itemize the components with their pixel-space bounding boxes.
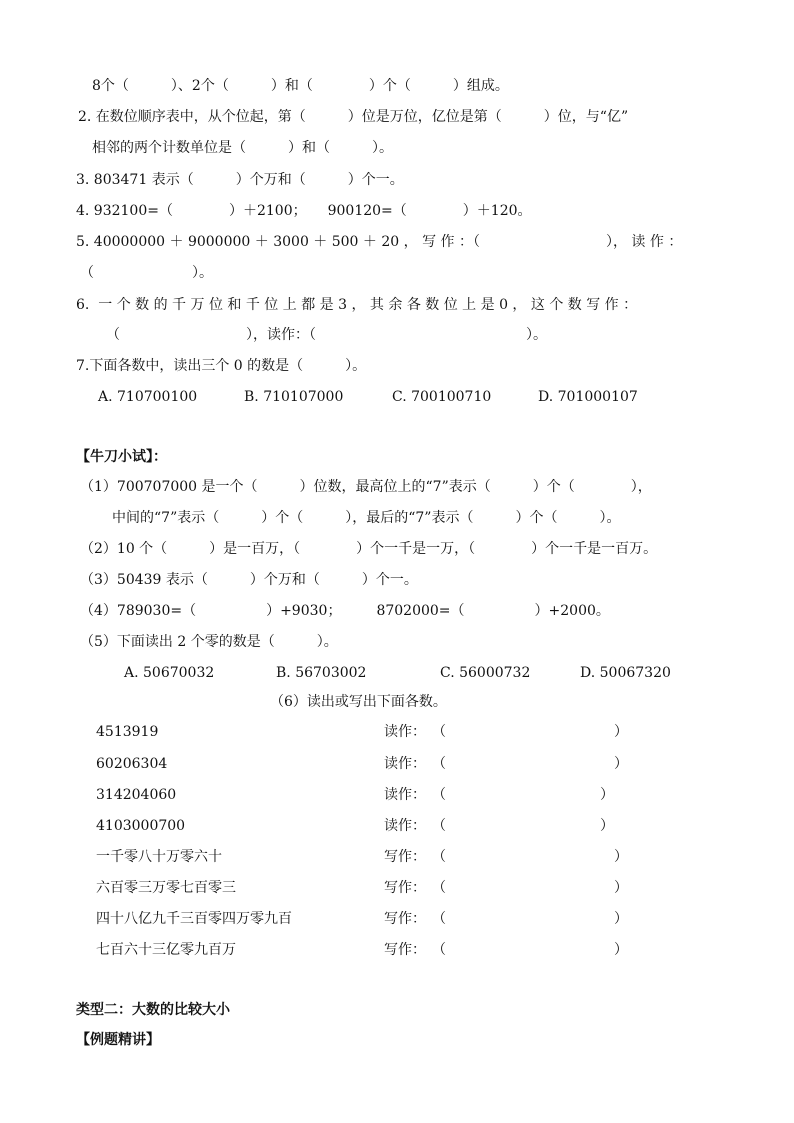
write-label: 写作：	[384, 942, 426, 958]
option-a: A. 710700100	[98, 389, 198, 405]
read-label: 读作：	[384, 756, 426, 772]
question-6-line-2: （ ），读作：（ ）。	[106, 327, 547, 343]
list-item-words: 六百零三万零七百零三	[96, 880, 236, 896]
list-item-number: 4103000700	[96, 818, 186, 834]
read-label: 读作：	[384, 724, 426, 740]
list-item-words: 四十八亿九千三百零四万零九百	[96, 911, 292, 927]
question-3: 3. 803471 表示（ ）个万和（ ）个一。	[76, 172, 404, 188]
question-7: 7.下面各数中，读出三个 0 的数是（ ）。	[76, 358, 367, 374]
answer-blank: （ ）	[432, 942, 628, 958]
section-heading: 【牛刀小试】：	[76, 449, 167, 465]
practice-q1-line-2: 中间的“7”表示（ ）个（ ），最后的“7”表示（ ）个（ ）。	[112, 510, 621, 526]
option-d: D. 701000107	[538, 389, 638, 405]
answer-blank: （ ）	[432, 880, 628, 896]
answer-blank: （ ）	[432, 724, 628, 740]
list-item-number: 4513919	[96, 724, 159, 740]
option-c: C. 700100710	[392, 389, 492, 405]
line-1: 8个（ ）、2个（ ）和（ ）个（ ）组成。	[92, 78, 509, 94]
answer-blank: （ ）	[432, 818, 614, 834]
example-heading: 【例题精讲】	[76, 1032, 160, 1048]
write-label: 写作：	[384, 880, 426, 896]
read-label: 读作：	[384, 787, 426, 803]
list-item-words: 一千零八十万零六十	[96, 849, 222, 865]
practice-q4: （4）789030=（ ）+9030； 8702000=（ ）+2000。	[80, 603, 610, 619]
q5-option-a: A. 50670032	[124, 665, 215, 681]
question-2-line-1: 2. 在数位顺序表中，从个位起，第（ ）位是万位，亿位是第（ ）位，与“亿”	[78, 109, 629, 125]
write-label: 写作：	[384, 849, 426, 865]
answer-blank: （ ）	[432, 849, 628, 865]
type-heading: 类型二：大数的比较大小	[76, 1002, 230, 1018]
practice-q3: （3）50439 表示（ ）个万和（ ）个一。	[80, 572, 418, 588]
q5-option-c: C. 56000732	[440, 665, 531, 681]
practice-q5: （5）下面读出 2 个零的数是（ ）。	[80, 634, 338, 650]
q5-option-b: B. 56703002	[276, 665, 367, 681]
option-b: B. 710107000	[244, 389, 344, 405]
practice-q6: （6）读出或写出下面各数。	[270, 694, 447, 710]
read-label: 读作：	[384, 818, 426, 834]
question-2-line-2: 相邻的两个计数单位是（ ）和（ ）。	[92, 140, 393, 156]
answer-blank: （ ）	[432, 756, 628, 772]
practice-q1-line-1: （1）700707000 是一个（ ）位数，最高位上的“7”表示（ ）个（ ），	[80, 479, 652, 495]
list-item-number: 60206304	[96, 756, 168, 772]
q5-option-d: D. 50067320	[580, 665, 671, 681]
answer-blank: （ ）	[432, 787, 614, 803]
question-5-line-2: （ ）。	[80, 265, 213, 281]
write-label: 写作：	[384, 911, 426, 927]
practice-q2: （2）10 个（ ）是一百万，（ ）个一千是一万，（ ）个一千是一百万。	[80, 541, 658, 557]
answer-blank: （ ）	[432, 911, 628, 927]
question-4: 4. 932100=（ ）＋2100； 900120=（ ）＋120。	[76, 203, 532, 219]
list-item-words: 七百六十三亿零九百万	[96, 942, 236, 958]
list-item-number: 314204060	[96, 787, 177, 803]
question-5-line-1: 5. 40000000 ＋ 9000000 ＋ 3000 ＋ 500 ＋ 20 ， 写 作 ：（ ）， 读 作 ：	[76, 234, 683, 250]
question-6-line-1: 6. 一 个 数 的 千 万 位 和 千 位 上 都 是 3 ， 其 余 各 数 位 上 是 0 ， 这 个 数 写 作 ：	[76, 297, 638, 313]
